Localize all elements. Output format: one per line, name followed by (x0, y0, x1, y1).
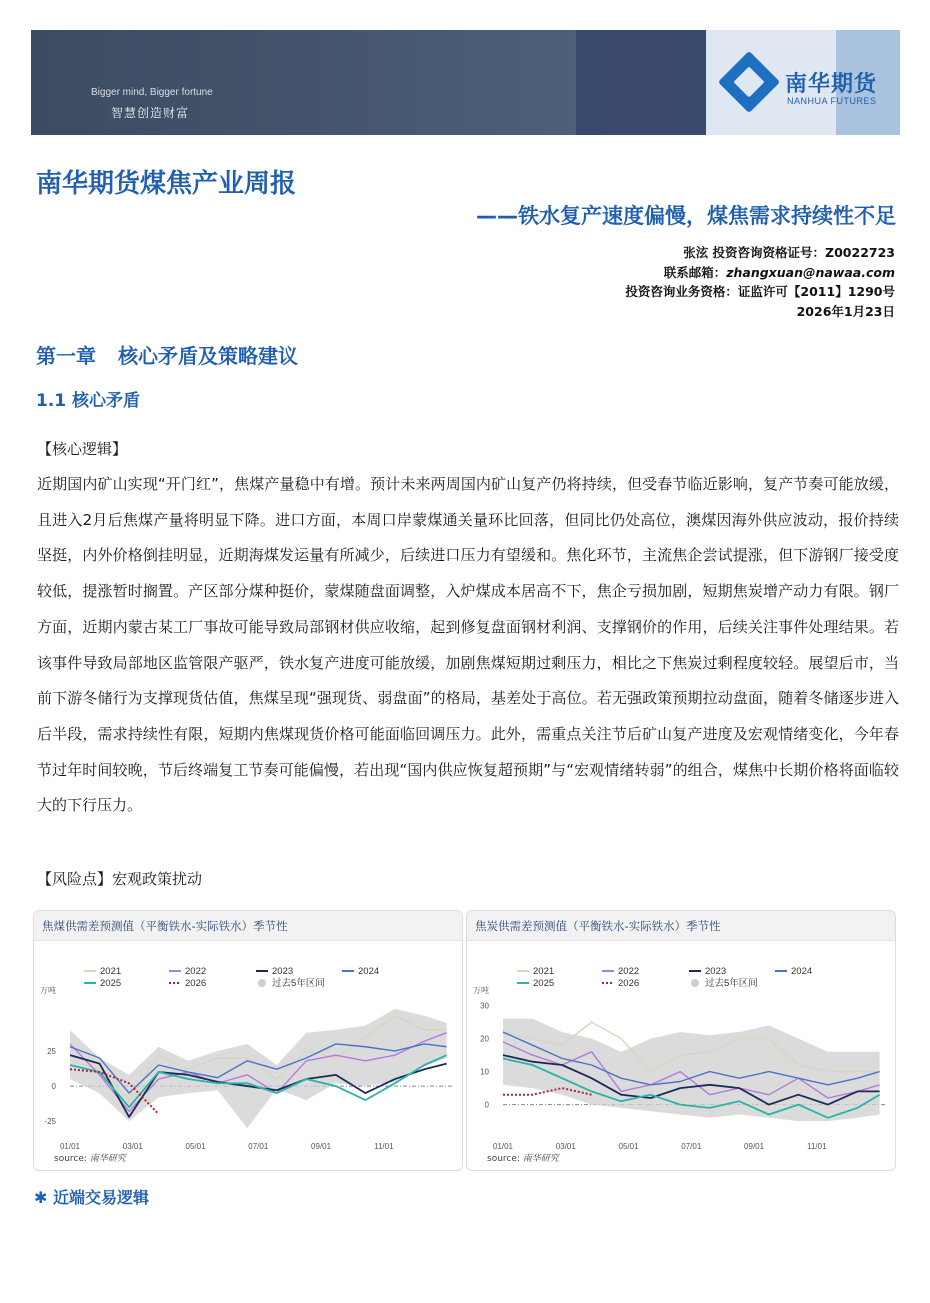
legend-item (517, 978, 554, 989)
legend-item (602, 966, 639, 977)
coking-coal-chart-plot (34, 941, 463, 1171)
x-tick-label: 09/01 (744, 1142, 765, 1151)
legend-label: 2025 (100, 978, 122, 989)
legend-item (775, 966, 812, 977)
chart-source (54, 1151, 126, 1164)
legend-item (84, 978, 121, 989)
legend-label: 2024 (358, 966, 380, 977)
legend-label: 2021 (100, 966, 122, 977)
y-tick-label: 20 (480, 1034, 489, 1044)
y-tick-label: 10 (480, 1067, 489, 1077)
coke-chart (466, 910, 896, 1171)
legend-label: 2024 (791, 966, 813, 977)
y-tick-label: -25 (44, 1117, 56, 1127)
legend-label: 2021 (533, 966, 555, 977)
legend-label: 2022 (618, 966, 640, 977)
risk-point: 【风险点】宏观政策扰动 (37, 870, 203, 888)
legend-swatch (258, 979, 266, 987)
core-logic-tag: 【核心逻辑】 (37, 440, 128, 458)
author-info (625, 243, 895, 321)
x-tick-label: 11/01 (374, 1142, 394, 1151)
banner-stripe (576, 30, 706, 135)
section-heading: 1.1 核心矛盾 (36, 391, 141, 411)
x-tick-label: 05/01 (185, 1142, 206, 1151)
legend-item (342, 966, 379, 977)
y-tick-label: 30 (480, 1001, 489, 1011)
legend-label: 2022 (185, 966, 207, 977)
legend-label: 2026 (185, 978, 207, 989)
legend-item (517, 966, 554, 977)
chart-source (487, 1151, 559, 1164)
legend-item (258, 977, 325, 989)
legend-label: 2026 (618, 978, 640, 989)
logo-text: 南华期货 (785, 72, 878, 97)
x-tick-label: 11/01 (807, 1142, 827, 1151)
source-label: source: (54, 1154, 87, 1164)
report-title: 南华期货煤焦产业周报 (36, 169, 297, 199)
report-date: 2026年1月23日 (796, 303, 895, 319)
y-tick-label: 0 (484, 1100, 489, 1110)
legend-item (169, 978, 206, 989)
legend-label: 过去5年区间 (272, 978, 325, 989)
logo-subtext: NANHUA FUTURES (787, 96, 877, 106)
legend-item (84, 966, 121, 977)
legend-label: 2023 (272, 966, 294, 977)
y-tick-label: 25 (47, 1046, 56, 1056)
legend-swatch (691, 979, 699, 987)
coke-chart-plot (467, 941, 896, 1171)
chart-title: 焦煤供需差预测值（平衡铁水-实际铁水）季节性 (34, 911, 462, 941)
legend-label: 2023 (705, 966, 727, 977)
legend-item (169, 966, 206, 977)
email-line (625, 263, 895, 283)
five-year-range-band (70, 1009, 447, 1128)
legend-item (256, 966, 293, 977)
x-tick-label: 07/01 (681, 1142, 702, 1151)
source-label: source: (487, 1154, 520, 1164)
x-tick-label: 01/01 (492, 1142, 514, 1151)
legend-item (602, 978, 639, 989)
x-tick-label: 03/01 (122, 1142, 143, 1151)
x-tick-label: 09/01 (311, 1142, 332, 1151)
header-banner (31, 30, 900, 135)
email-link[interactable]: zhangxuan@nawaa.com (726, 264, 895, 280)
x-tick-label: 05/01 (618, 1142, 639, 1151)
slogan-cn: 智慧创造财富 (111, 106, 190, 120)
y-tick-label: 0 (51, 1082, 56, 1092)
author-line: 张泫 投资咨询资格证号：Z0022723 (683, 245, 895, 260)
near-term-heading: ✱ 近端交易逻辑 (34, 1188, 149, 1207)
x-tick-label: 07/01 (248, 1142, 269, 1151)
y-unit-label: 万吨 (473, 986, 489, 995)
chart-title: 焦炭供需差预测值（平衡铁水-实际铁水）季节性 (467, 911, 895, 941)
report-subtitle: ——铁水复产速度偏慢，煤焦需求持续性不足 (476, 204, 896, 228)
legend-item (689, 966, 726, 977)
chapter-heading (36, 340, 298, 369)
source-value: 南华研究 (89, 1154, 126, 1164)
email-label: 联系邮箱： (663, 264, 727, 280)
slogan-en: Bigger mind, Bigger fortune (91, 87, 213, 98)
source-value: 南华研究 (522, 1154, 559, 1164)
legend-label: 2025 (533, 978, 555, 989)
legend-item (691, 977, 758, 989)
x-tick-label: 03/01 (555, 1142, 576, 1151)
chapter-number: 第一章 (36, 344, 96, 368)
y-unit-label: 万吨 (40, 986, 56, 995)
core-logic-paragraph: 近期国内矿山实现“开门红”，焦煤产量稳中有增。预计未来两周国内矿山复产仍将持续，但受春节临近影响，复产节奏可能放缓，且进入2月后焦煤产量将明显下降。进口方面，本周口岸蒙煤通关量环比回落，但同比仍处高位，澳煤因海外供应波动，报价持续坚挺，内外价格倒挂明显，近期海煤发运量有所减少，后续进口压力有望缓和。焦化环节，主流焦企尝试提涨，但下游钢厂接受度较低，提涨暂时搁置。产区部分煤种挺价，蒙煤随盘面调整，入炉煤成本居高不下，焦企亏损加剧，短期焦炭增产动力有限。钢厂方面，近期内蒙古某工厂事故可能导致局部钢材供应收缩，起到修复盘面钢材利润、支撑钢价的作用，后续关注事件处理结果。若该事件导致局部地区监管限产驱严，铁水复产进度可能放缓，加剧焦煤短期过剩压力，相比之下焦炭过剩程度较轻。展望后市，当前下游冬储行为支撑现货估值，焦煤呈现“强现货、弱盘面”的格局，基差处于高位。若无强政策预期拉动盘面，随着冬储逐步进入后半段，需求持续性有限，短期内焦煤现货价格可能面临回调压力。此外，需重点关注节后矿山复产进度及宏观情绪变化，今年春节过年时间较晚，节后终端复工节奏可能偏慢，若出现“国内供应恢复超预期”与“宏观情绪转弱”的组合，煤焦中长期价格将面临较大的下行压力。 (37, 475, 899, 815)
x-tick-label: 01/01 (59, 1142, 81, 1151)
coking-coal-chart (33, 910, 463, 1171)
chapter-title: 核心矛盾及策略建议 (118, 344, 298, 368)
legend-label: 过去5年区间 (705, 978, 758, 989)
license-line: 投资咨询业务资格：证监许可【2011】1290号 (625, 284, 895, 299)
